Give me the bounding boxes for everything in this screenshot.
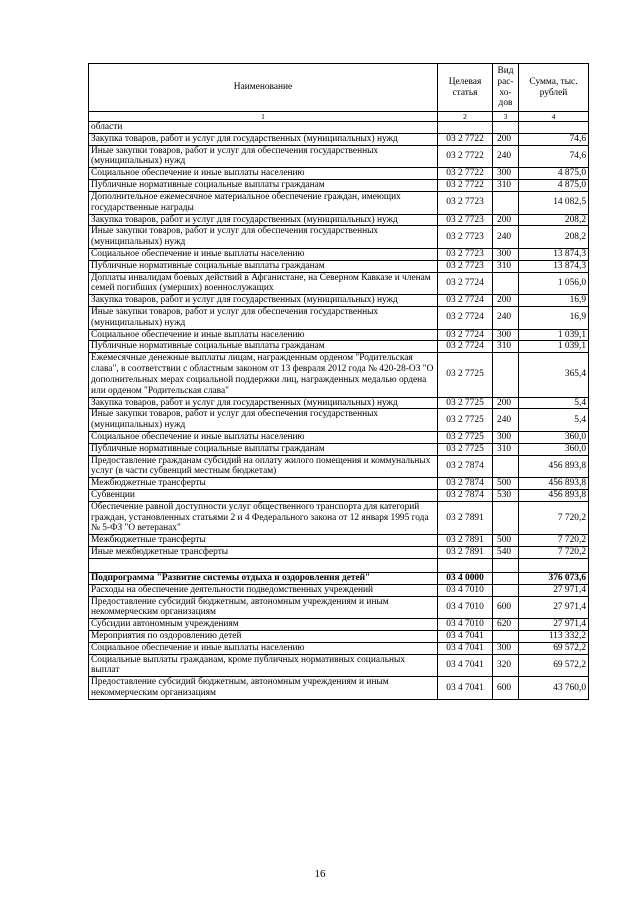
row-name: Социальное обеспечение и иные выплаты населению: [89, 431, 438, 443]
table-row: [89, 478, 589, 490]
row-sum: 74,6: [519, 133, 589, 145]
table-row: [89, 272, 589, 295]
row-sum: 43 760,0: [519, 677, 589, 700]
row-target-article: 03 2 7891: [438, 535, 493, 547]
row-expense-type: 200: [493, 133, 519, 145]
row-expense-type: 300: [493, 431, 519, 443]
table-row: [89, 642, 589, 654]
row-target-article: 03 2 7723: [438, 248, 493, 260]
row-expense-type: 300: [493, 642, 519, 654]
row-target-article: 03 2 7723: [438, 214, 493, 226]
row-name: Межбюджетные трансферты: [89, 535, 438, 547]
row-name: области: [89, 122, 438, 134]
table-header-row: [89, 64, 589, 112]
row-expense-type: 600: [493, 677, 519, 700]
row-name: Публичные нормативные социальные выплаты гражданам: [89, 443, 438, 455]
table-row: [89, 535, 589, 547]
row-name: [89, 558, 438, 572]
row-name: Закупка товаров, работ и услуг для государственных (муниципальных) нужд: [89, 397, 438, 409]
row-sum: [519, 558, 589, 572]
row-sum: 1 039,1: [519, 341, 589, 353]
row-name: Ежемесячные денежные выплаты лицам, награжденным орденом "Родительская слава", в соответствии с областным законом от 13 февраля 2012 года № 420-28-ОЗ "О дополнительных мерах социальной поддержки лиц, награжденных медалью ордена или орденом "Родительская слава": [89, 353, 438, 397]
row-target-article: 03 2 7723: [438, 226, 493, 249]
row-sum: 7 720,2: [519, 535, 589, 547]
row-sum: 4 875,0: [519, 180, 589, 192]
row-sum: 27 971,4: [519, 619, 589, 631]
row-name: Межбюджетные трансферты: [89, 478, 438, 490]
row-expense-type: 310: [493, 260, 519, 272]
row-sum: 456 893,8: [519, 455, 589, 478]
row-expense-type: [493, 122, 519, 134]
row-target-article: 03 2 7891: [438, 501, 493, 534]
row-target-article: 03 4 7041: [438, 630, 493, 642]
row-target-article: [438, 122, 493, 134]
row-name: Предоставление субсидий бюджетным, автономным учреждениям и иным некоммерческим организациям: [89, 677, 438, 700]
row-target-article: 03 2 7724: [438, 272, 493, 295]
table-row: [89, 572, 589, 584]
row-target-article: 03 2 7725: [438, 353, 493, 397]
table-row: [89, 133, 589, 145]
table-row: [89, 443, 589, 455]
row-expense-type: 320: [493, 654, 519, 677]
row-target-article: 03 2 7724: [438, 329, 493, 341]
row-expense-type: 200: [493, 214, 519, 226]
row-sum: 5,4: [519, 409, 589, 432]
row-target-article: 03 2 7725: [438, 409, 493, 432]
row-expense-type: [493, 455, 519, 478]
row-target-article: 03 2 7722: [438, 180, 493, 192]
row-name: Социальное обеспечение и иные выплаты населению: [89, 642, 438, 654]
row-target-article: 03 4 7041: [438, 642, 493, 654]
row-name: Подпрограмма "Развитие системы отдыха и оздоровления детей": [89, 572, 438, 584]
row-name: Социальное обеспечение и иные выплаты населению: [89, 248, 438, 260]
row-expense-type: 600: [493, 596, 519, 619]
row-expense-type: 200: [493, 295, 519, 307]
row-target-article: 03 4 7010: [438, 596, 493, 619]
row-name: Субсидии автономным учреждениям: [89, 619, 438, 631]
row-sum: 27 971,4: [519, 596, 589, 619]
table-row: [89, 329, 589, 341]
table-row: [89, 619, 589, 631]
row-expense-type: 310: [493, 180, 519, 192]
row-sum: 1 039,1: [519, 329, 589, 341]
row-sum: 1 056,0: [519, 272, 589, 295]
row-sum: 69 572,2: [519, 642, 589, 654]
row-expense-type: 500: [493, 535, 519, 547]
row-target-article: 03 2 7891: [438, 547, 493, 559]
row-target-article: 03 2 7724: [438, 295, 493, 307]
row-name: Социальное обеспечение и иные выплаты населению: [89, 329, 438, 341]
row-sum: 7 720,2: [519, 547, 589, 559]
table-row: [89, 180, 589, 192]
row-sum: 13 874,3: [519, 260, 589, 272]
row-sum: 7 720,2: [519, 501, 589, 534]
row-expense-type: 310: [493, 341, 519, 353]
row-expense-type: [493, 630, 519, 642]
row-name: Доплаты инвалидам боевых действий в Афганистане, на Северном Кавказе и членам семей погибших (умерших) военнослужащих: [89, 272, 438, 295]
table-row: [89, 397, 589, 409]
header-expense-type: Вид рас- хо- дов: [493, 64, 519, 112]
row-target-article: 03 2 7724: [438, 307, 493, 330]
column-number: 2: [438, 112, 493, 122]
row-name: Субвенции: [89, 490, 438, 502]
row-name: Расходы на обеспечение деятельности подведомственных учреждений: [89, 584, 438, 596]
row-sum: 27 971,4: [519, 584, 589, 596]
row-name: Закупка товаров, работ и услуг для государственных (муниципальных) нужд: [89, 133, 438, 145]
table-row: [89, 248, 589, 260]
table-row: [89, 630, 589, 642]
row-target-article: [438, 558, 493, 572]
row-sum: 69 572,2: [519, 654, 589, 677]
table-row: [89, 353, 589, 397]
row-target-article: 03 2 7725: [438, 443, 493, 455]
column-number: 4: [519, 112, 589, 122]
row-expense-type: 240: [493, 409, 519, 432]
row-sum: 456 893,8: [519, 490, 589, 502]
table-row: [89, 191, 589, 214]
row-sum: 360,0: [519, 431, 589, 443]
table-row: [89, 431, 589, 443]
row-sum: 16,9: [519, 295, 589, 307]
row-sum: 113 332,2: [519, 630, 589, 642]
row-name: Иные закупки товаров, работ и услуг для обеспечения государственных (муниципальных) нужд: [89, 226, 438, 249]
table-row: [89, 214, 589, 226]
table-row: [89, 596, 589, 619]
row-name: Иные закупки товаров, работ и услуг для обеспечения государственных (муниципальных) нужд: [89, 307, 438, 330]
row-name: Публичные нормативные социальные выплаты гражданам: [89, 341, 438, 353]
row-expense-type: 500: [493, 478, 519, 490]
row-target-article: 03 2 7725: [438, 397, 493, 409]
row-expense-type: 310: [493, 443, 519, 455]
row-target-article: 03 4 7041: [438, 677, 493, 700]
table-row: [89, 501, 589, 534]
row-sum: 13 874,3: [519, 248, 589, 260]
row-target-article: 03 2 7722: [438, 133, 493, 145]
table-row: [89, 677, 589, 700]
row-expense-type: 240: [493, 307, 519, 330]
row-sum: 16,9: [519, 307, 589, 330]
row-name: Публичные нормативные социальные выплаты гражданам: [89, 260, 438, 272]
row-target-article: 03 2 7874: [438, 455, 493, 478]
row-target-article: 03 4 0000: [438, 572, 493, 584]
row-expense-type: [493, 191, 519, 214]
row-target-article: 03 4 7010: [438, 619, 493, 631]
row-name: Иные закупки товаров, работ и услуг для обеспечения государственных (муниципальных) нужд: [89, 145, 438, 168]
table-row: [89, 584, 589, 596]
row-name: Иные закупки товаров, работ и услуг для обеспечения государственных (муниципальных) нужд: [89, 409, 438, 432]
row-target-article: 03 2 7725: [438, 431, 493, 443]
row-name: Предоставление гражданам субсидий на оплату жилого помещения и коммунальных услуг (в части субвенций местным бюджетам): [89, 455, 438, 478]
row-expense-type: 200: [493, 397, 519, 409]
row-expense-type: [493, 572, 519, 584]
table-row: [89, 341, 589, 353]
row-name: Мероприятия по оздоровлению детей: [89, 630, 438, 642]
row-target-article: 03 2 7723: [438, 191, 493, 214]
table-column-numbers-row: [89, 112, 589, 122]
table-body: [89, 122, 589, 700]
row-name: Предоставление субсидий бюджетным, автономным учреждениям и иным некоммерческим организациям: [89, 596, 438, 619]
row-name: Дополнительное ежемесячное материальное обеспечение граждан, имеющих государственные награды: [89, 191, 438, 214]
row-sum: [519, 122, 589, 134]
row-expense-type: [493, 558, 519, 572]
row-expense-type: 540: [493, 547, 519, 559]
row-name: Обеспечение равной доступности услуг общественного транспорта для категорий граждан, установленных статьями 2 и 4 Федерального закона от 12 января 1995 года № 5-ФЗ "О ветеранах": [89, 501, 438, 534]
row-sum: 365,4: [519, 353, 589, 397]
row-target-article: 03 2 7874: [438, 490, 493, 502]
row-expense-type: [493, 353, 519, 397]
row-expense-type: 620: [493, 619, 519, 631]
table-row: [89, 145, 589, 168]
row-target-article: 03 2 7722: [438, 145, 493, 168]
table-row: [89, 295, 589, 307]
header-target-article: Целевая статья: [438, 64, 493, 112]
row-target-article: 03 2 7723: [438, 260, 493, 272]
row-sum: 456 893,8: [519, 478, 589, 490]
row-sum: 4 875,0: [519, 168, 589, 180]
row-sum: 360,0: [519, 443, 589, 455]
row-sum: 5,4: [519, 397, 589, 409]
row-expense-type: 300: [493, 329, 519, 341]
table-row: [89, 455, 589, 478]
row-target-article: 03 4 7010: [438, 584, 493, 596]
table-row: [89, 226, 589, 249]
table-row: [89, 307, 589, 330]
table-row: [89, 490, 589, 502]
row-sum: 376 073,6: [519, 572, 589, 584]
row-target-article: 03 2 7874: [438, 478, 493, 490]
header-sum: Сумма, тыс. рублей: [519, 64, 589, 112]
row-name: Иные межбюджетные трансферты: [89, 547, 438, 559]
row-name: Закупка товаров, работ и услуг для государственных (муниципальных) нужд: [89, 295, 438, 307]
table-row: [89, 168, 589, 180]
row-expense-type: 530: [493, 490, 519, 502]
row-expense-type: [493, 272, 519, 295]
row-target-article: 03 2 7722: [438, 168, 493, 180]
budget-page: [88, 63, 588, 700]
page-number: 16: [314, 868, 326, 880]
row-name: Закупка товаров, работ и услуг для государственных (муниципальных) нужд: [89, 214, 438, 226]
table-row: [89, 409, 589, 432]
row-expense-type: 300: [493, 248, 519, 260]
column-number: 3: [493, 112, 519, 122]
row-target-article: 03 2 7724: [438, 341, 493, 353]
row-sum: 208,2: [519, 226, 589, 249]
row-sum: 208,2: [519, 214, 589, 226]
table-row: [89, 547, 589, 559]
table-row: [89, 260, 589, 272]
header-name: Наименование: [89, 64, 438, 112]
table-row: [89, 122, 589, 134]
row-name: Социальные выплаты гражданам, кроме публичных нормативных социальных выплат: [89, 654, 438, 677]
row-expense-type: [493, 501, 519, 534]
table-row: [89, 654, 589, 677]
row-expense-type: 300: [493, 168, 519, 180]
row-sum: 14 082,5: [519, 191, 589, 214]
row-name: Публичные нормативные социальные выплаты гражданам: [89, 180, 438, 192]
row-sum: 74,6: [519, 145, 589, 168]
table-row: [89, 558, 589, 572]
row-expense-type: [493, 584, 519, 596]
row-target-article: 03 4 7041: [438, 654, 493, 677]
budget-table: [88, 63, 589, 700]
row-expense-type: 240: [493, 145, 519, 168]
column-number: 1: [89, 112, 438, 122]
row-expense-type: 240: [493, 226, 519, 249]
row-name: Социальное обеспечение и иные выплаты населению: [89, 168, 438, 180]
